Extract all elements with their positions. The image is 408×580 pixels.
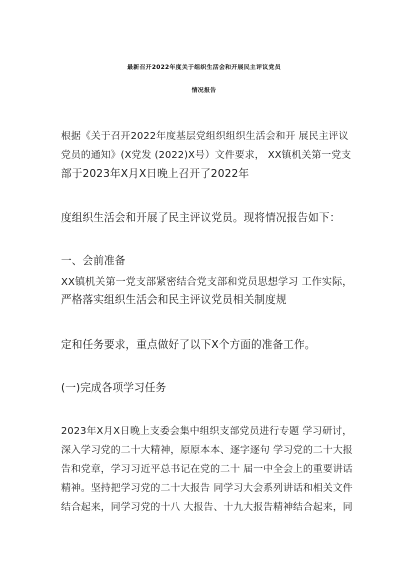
paragraph-5-line-2: 深入学习党的二十大精神，原原本本、逐字逐句 学习党的二十大报 xyxy=(61,445,353,456)
paragraph-1-line-3: 部于2023年X月X日晚上召开了2022年 xyxy=(61,168,250,180)
paragraph-5-line-3: 告和党章，学习习近平总书记在党的二十 届一中全会上的重要讲话 xyxy=(61,464,353,475)
paragraph-3-line-2: 严格落实组织生活会和民主评议党员相关制度规 xyxy=(61,294,287,306)
section-heading-preparation: 一、会前准备 xyxy=(61,255,126,267)
paragraph-5-line-4: 精神。坚持把学习党的二十大报告 同学习大会系列讲话和相关文件 xyxy=(61,483,353,494)
subsection-heading-study-tasks: (一)完成各项学习任务 xyxy=(61,382,167,394)
paragraph-2: 度组织生活会和开展了民主评议党员。现将情况报告如下： xyxy=(61,212,341,224)
paragraph-1-line-2: 党员的通知》(X党发 (2022)X号）文件要求， XX镇机关第一党支 xyxy=(61,150,352,161)
paragraph-4: 定和任务要求，重点做好了以下X个方面的准备工作。 xyxy=(61,339,316,351)
paragraph-1-line-1: 根据《关于召开2022年度基层党组织组织生活会和开 展民主评议 xyxy=(61,131,349,142)
paragraph-3-line-1: XX镇机关第一党支部紧密结合党支部和党员思想学习 工作实际， xyxy=(61,277,353,288)
paragraph-5-line-1: 2023年X月X日晚上支委会集中组织支部党员进行专题 学习研讨， xyxy=(61,426,353,437)
document-title-line-2: 情况报告 xyxy=(191,88,217,94)
document-title-line-1: 最新召开2022年度关于组织生活会和开展民主评议党员 xyxy=(127,65,281,71)
paragraph-5-line-5: 结合起来，同学习党的十八 大报告、十九大报告精神结合起来，同 xyxy=(61,502,353,513)
